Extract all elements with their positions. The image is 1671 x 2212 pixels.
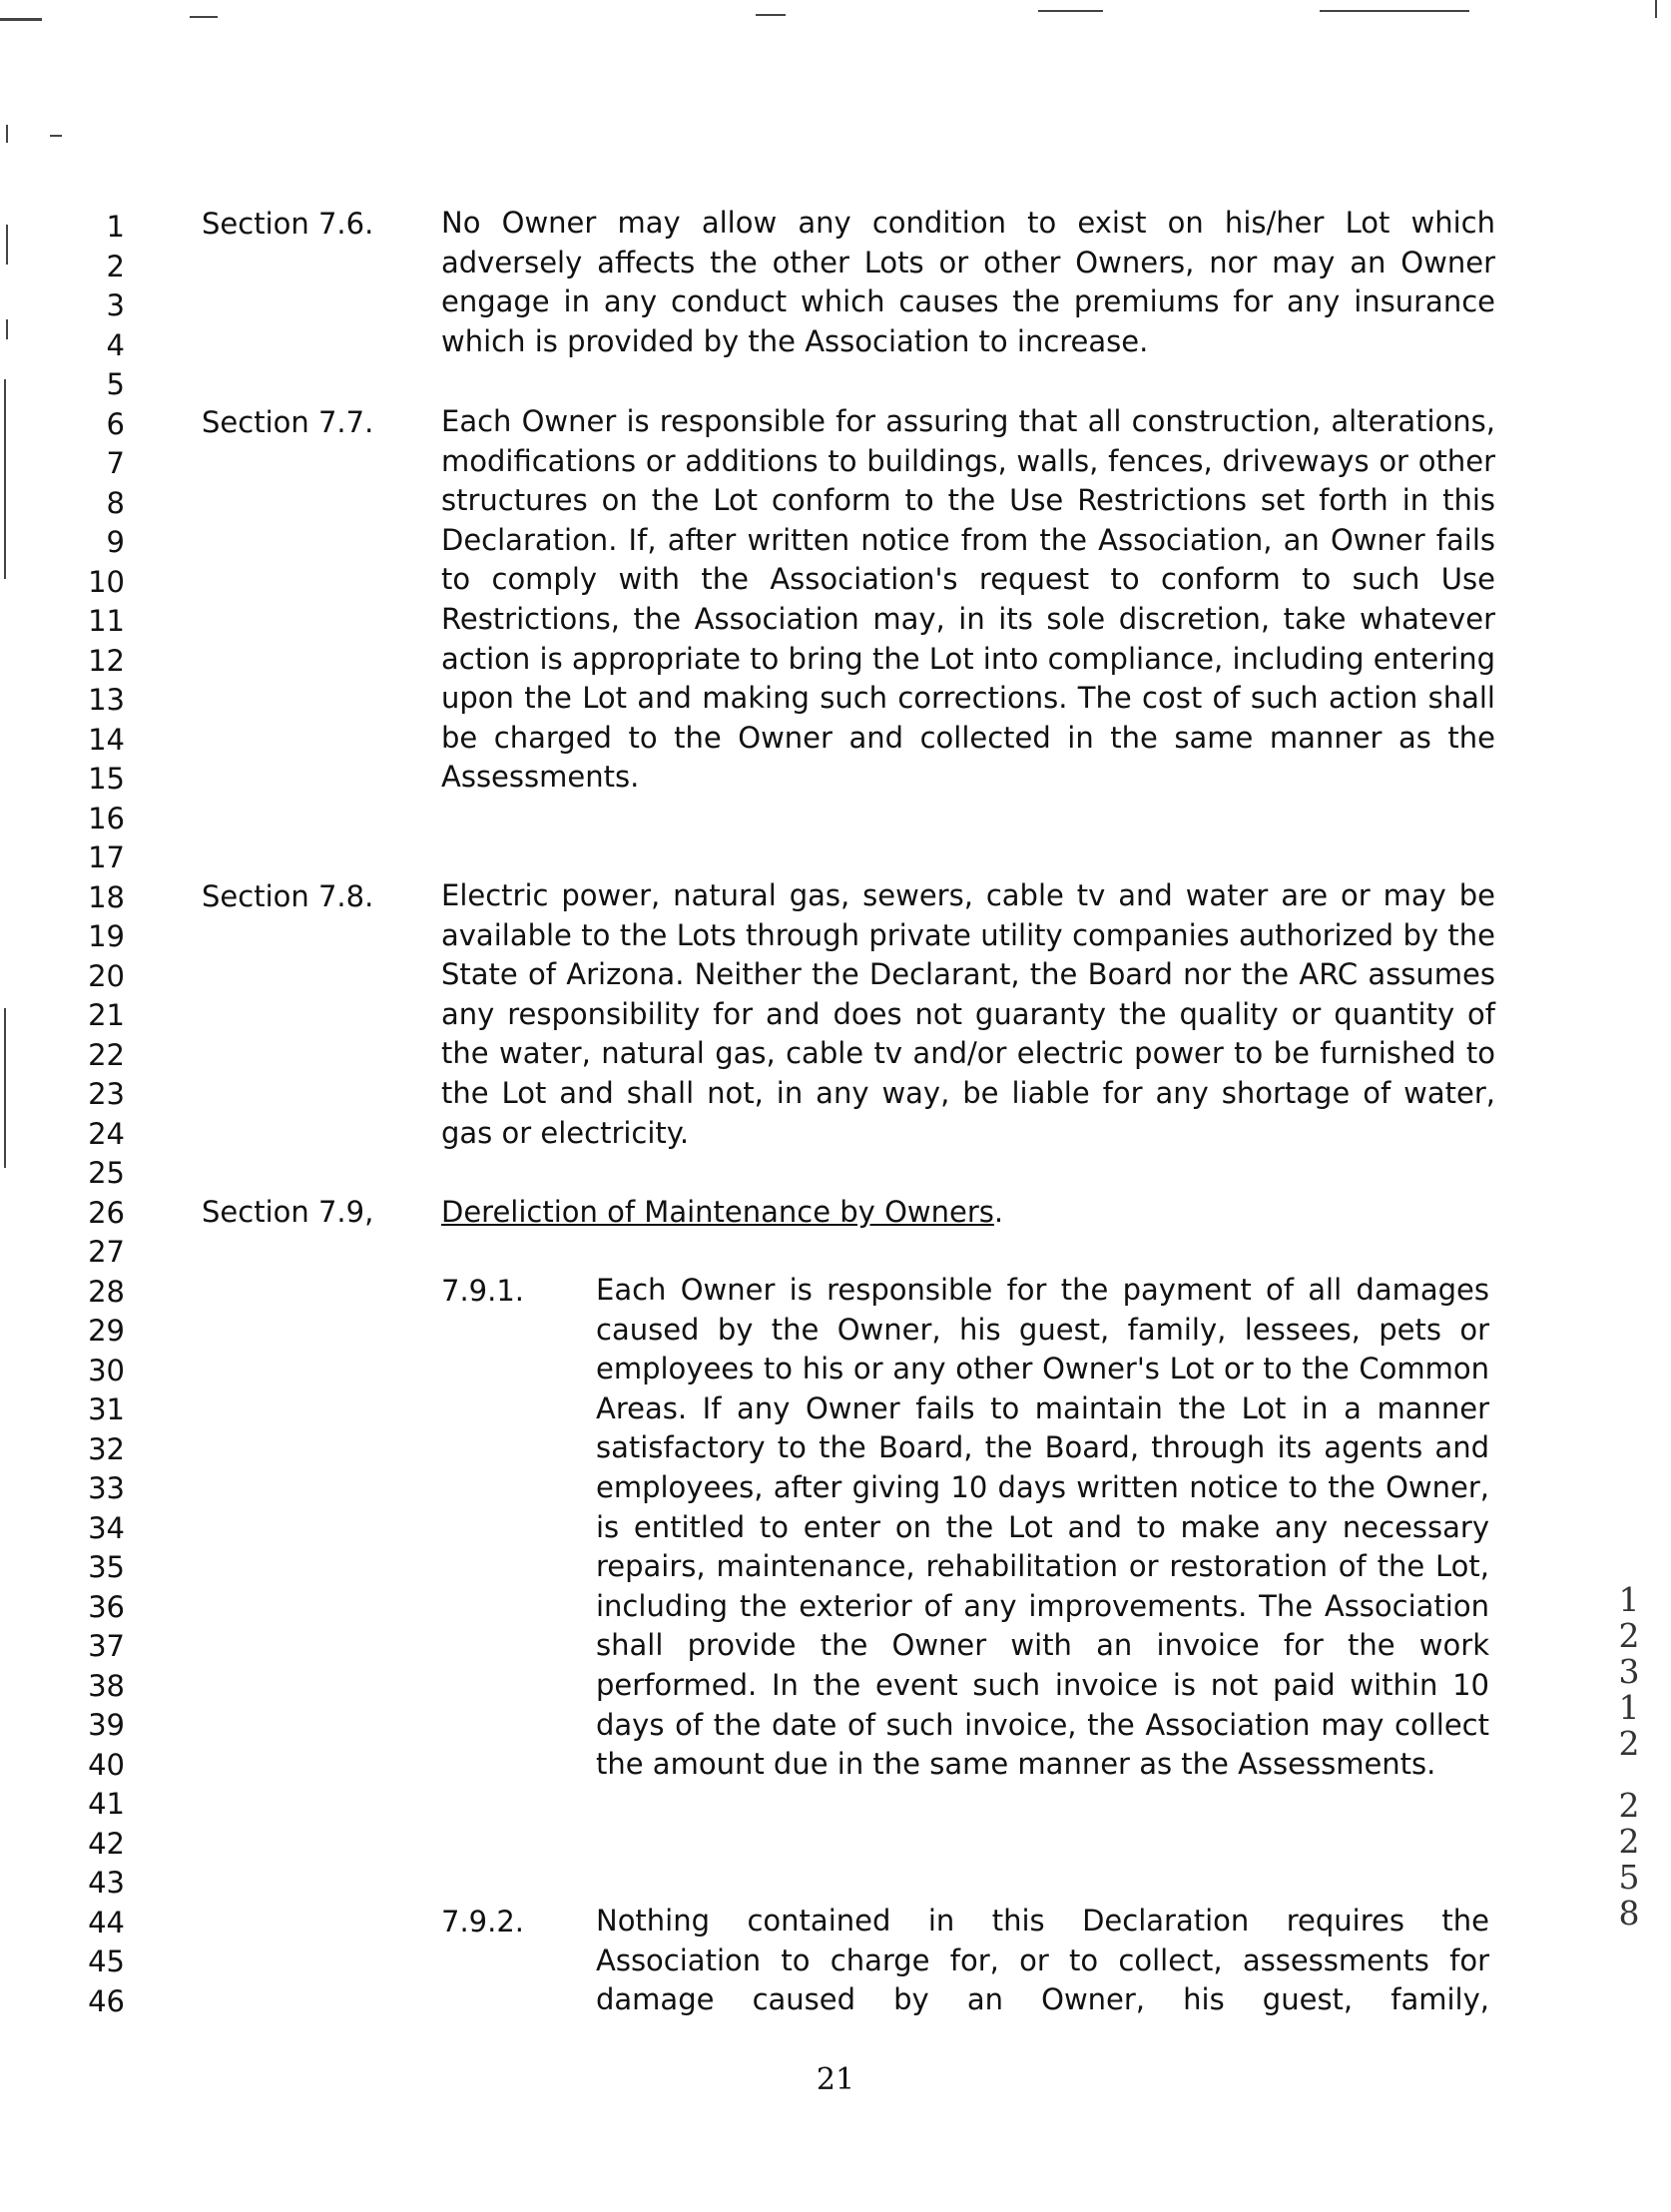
- section-7-6-text: No Owner may allow any condition to exist on his/her Lot which adversely affects the other Lots or other Owners, nor may an Owner engage in any conduct which causes the premiums for any insurance which is provided by the Association to increase.: [441, 206, 1495, 358]
- scan-mark: [6, 125, 8, 143]
- line-number: 41: [88, 1787, 125, 1821]
- line-number: 24: [88, 1116, 125, 1151]
- stamp-digit: 2: [1618, 1822, 1640, 1861]
- line-number: 19: [88, 919, 125, 953]
- line-number: 22: [88, 1037, 125, 1072]
- stamp-digit: 1: [1618, 1580, 1640, 1619]
- scan-mark: [4, 379, 6, 579]
- section-7-7-text: Each Owner is responsible for assuring that all construction, alterations, modifications or additions to buildings, walls, fences, driveways or other structures on the Lot conform to the Use Restrictions set forth in this Declaration. If, after written notice from the Association, an Owner fails to comply with the Association's request to conform to such Use Restrictions, the Association may, in its sole discretion, take whatever action is appropriate to bring the Lot into compliance, including entering upon the Lot and making such corrections. The cost of such action shall be charged to the Owner and collected in the same manner as the Assessments.: [441, 404, 1495, 795]
- line-number: 32: [88, 1431, 125, 1466]
- scan-mark: [1320, 10, 1469, 12]
- line-number: 7: [106, 446, 125, 480]
- line-number: 6: [106, 406, 125, 441]
- line-number: 25: [88, 1156, 125, 1190]
- line-number: 26: [88, 1195, 125, 1230]
- line-number: 2: [106, 249, 125, 283]
- line-number: 5: [106, 367, 125, 401]
- line-number: 35: [88, 1550, 125, 1584]
- scan-mark: [6, 225, 8, 265]
- stamp-digit: 8: [1618, 1894, 1640, 1933]
- line-number: 9: [106, 525, 125, 559]
- line-number: 11: [88, 604, 125, 638]
- line-number: 34: [88, 1510, 125, 1545]
- section-7-9-heading: [441, 1192, 1003, 1232]
- line-number: 16: [88, 801, 125, 835]
- stamp-digit: 3: [1618, 1652, 1640, 1691]
- subsection-7-9-2-number: 7.9.2.: [441, 1905, 525, 1938]
- line-number: 43: [88, 1866, 125, 1900]
- line-number: 29: [88, 1314, 125, 1348]
- stamp-digit: 2: [1618, 1616, 1640, 1655]
- line-number: 31: [88, 1392, 125, 1426]
- stamp-gap: [1609, 1762, 1649, 1788]
- line-number: 27: [88, 1235, 125, 1269]
- scan-mark: [50, 135, 62, 137]
- section-7-8-label: Section 7.8.: [202, 879, 374, 913]
- stamp-digit: 5: [1618, 1858, 1640, 1897]
- section-7-7-label: Section 7.7.: [202, 405, 374, 439]
- scan-mark: [1038, 10, 1103, 12]
- line-number: 36: [88, 1589, 125, 1624]
- line-number: 12: [88, 643, 125, 678]
- subsection-7-9-1-text: Each Owner is responsible for the payment of all damages caused by the Owner, his guest, family, lessees, pets or employees to his or any other Owner's Lot or to the Common Areas. If any Owner fails to maintain the Lot in a manner satisfactory to the Board, the Board, through its agents and employees, after giving 10 days written notice to the Owner, is entitled to enter on the Lot and to make any necessary repairs, maintenance, rehabilitation or restoration of the Lot, including the exterior of any improvements. The Association shall provide the Owner with an invoice for the work performed. In the event such invoice is not paid within 10 days of the date of such invoice, the Association may collect the amount due in the same manner as the Assessments.: [596, 1273, 1489, 1782]
- subsection-7-9-2-text: Nothing contained in this Declaration requires the Association to charge for, or to collect, assessments for damage caused by an Owner, his guest, family,: [596, 1904, 1489, 2017]
- line-number: 38: [88, 1668, 125, 1703]
- line-number: 44: [88, 1905, 125, 1939]
- stamp-digit: 2: [1618, 1724, 1640, 1763]
- scan-mark: [4, 1008, 6, 1168]
- heading-period: .: [993, 1195, 1004, 1229]
- line-number: 45: [88, 1944, 125, 1978]
- line-number: 15: [88, 762, 125, 796]
- line-number: 39: [88, 1708, 125, 1742]
- stamp-digit: 2: [1618, 1786, 1640, 1825]
- line-number: 21: [88, 998, 125, 1032]
- scan-mark: [0, 18, 42, 21]
- line-number: 4: [106, 327, 125, 362]
- line-number: 33: [88, 1471, 125, 1505]
- page-number: 21: [816, 2062, 855, 2097]
- line-number: 14: [88, 722, 125, 757]
- line-number: 3: [106, 288, 125, 322]
- scan-mark: [6, 319, 8, 339]
- line-number: 10: [88, 564, 125, 599]
- section-7-8-text: Electric power, natural gas, sewers, cable tv and water are or may be available to the Lots through private utility companies authorized by the State of Arizona. Neither the Declarant, the Board nor the ARC assumes any responsibility for and does not guaranty the quality or quantity of the water, natural gas, cable tv and/or electric power to be furnished to the Lot and shall not, in any way, be liable for any shortage of water, gas or electricity.: [441, 878, 1495, 1150]
- line-number: 1: [106, 210, 125, 244]
- recording-stamp: [1609, 1582, 1649, 1932]
- line-number: 42: [88, 1826, 125, 1861]
- section-7-9-label: Section 7.9,: [202, 1195, 374, 1229]
- line-number: 37: [88, 1629, 125, 1663]
- line-number: 17: [88, 840, 125, 874]
- line-number: 18: [88, 879, 125, 914]
- line-number: 30: [88, 1353, 125, 1387]
- scan-mark: [190, 16, 218, 18]
- line-number: 23: [88, 1077, 125, 1111]
- subsection-7-9-1-number: 7.9.1.: [441, 1274, 525, 1308]
- line-number: 40: [88, 1747, 125, 1782]
- heading-underlined-text: Dereliction of Maintenance by Owners: [441, 1195, 994, 1229]
- line-number: 46: [88, 1983, 125, 2018]
- line-number: 13: [88, 683, 125, 717]
- line-number: 28: [88, 1274, 125, 1309]
- section-7-6-label: Section 7.6.: [202, 207, 374, 241]
- line-number: 8: [106, 485, 125, 520]
- scan-mark: [756, 14, 786, 16]
- line-number: 20: [88, 958, 125, 993]
- stamp-digit: 1: [1618, 1688, 1640, 1727]
- scan-mark: [1655, 0, 1657, 18]
